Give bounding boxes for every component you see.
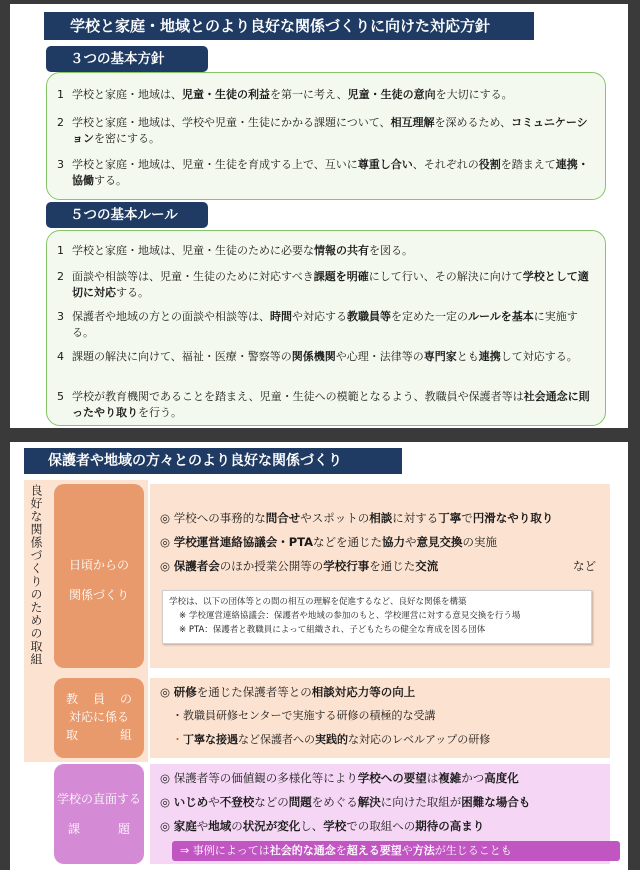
item-number: 3 xyxy=(57,158,64,171)
daily-bullet-1: ◎ 学校への事務的な問合せやスポットの相談に対する丁寧で円滑なやり取り xyxy=(160,511,554,525)
rule-item-2: 2 面談や相談等は、児童・生徒のために対応すべき課題を明確にして行い、その解決に向けて学校として適切に対応する。 xyxy=(57,270,589,299)
policy-panel xyxy=(10,4,628,428)
rule-item-5: 5 学校が教育機関であることを踏まえ、児童・生徒への模範となるよう、教職員や保護者等は社会通念に則ったやり取りを行う。 xyxy=(57,390,590,419)
daily-bullet-2: ◎ 学校運営連絡協議会・PTAなどを通じた協力や意見交換の実施 xyxy=(160,535,497,549)
vertical-label: 良好な関係づくりのための取組 xyxy=(24,480,48,762)
item-number: 1 xyxy=(57,244,64,257)
item-number: 2 xyxy=(57,116,64,129)
daily-relations-content xyxy=(150,484,610,668)
note-line: ※ 学校運営連絡協議会：保護者や地域の参加のもと、学校運営に対する意見交換を行う場 xyxy=(179,611,521,621)
school-issues-content xyxy=(150,764,610,864)
staff-response-content xyxy=(150,678,610,758)
note-line: ※ PTA：保護者と教職員によって組織され、子どもたちの健全な育成を図る団体 xyxy=(179,625,486,635)
staff-bullet: ◎ 研修を通じた保護者等との相談対応力等の向上 xyxy=(160,685,416,699)
staff-sub-2: ・丁寧な接遇など保護者への実践的な対応のレベルアップの研修 xyxy=(172,733,491,746)
rule-item-4: 4 課題の解決に向けて、福祉・医療・警察等の関係機関や心理・法律等の専門家とも連携して対応する。 xyxy=(57,350,578,363)
section-heading-policies: ３つの基本方針 xyxy=(46,46,208,72)
section-heading-rules: ５つの基本ルール xyxy=(46,202,208,228)
badge-staff-response: 教員の 対応に係る 取組 xyxy=(54,678,144,758)
issues-summary-bar: ⇒ 事例によっては社会的な通念を超える要望や方法が生じることも xyxy=(172,841,620,861)
rule-item-1: 1 学校と家庭・地域は、児童・生徒のために必要な情報の共有を図る。 xyxy=(57,244,413,257)
item-number: 3 xyxy=(57,310,64,323)
note-box xyxy=(162,590,592,644)
policy-item-3: 3 学校と家庭・地域は、児童・生徒を育成する上で、互いに尊重し合い、それぞれの役割を踏まえて連携・協働する。 xyxy=(57,158,589,187)
panel-title: 保護者や地域の方々とのより良好な関係づくり xyxy=(24,448,402,474)
etc-label: など xyxy=(573,559,596,573)
badge-school-issues: 学校の直面する 課題 xyxy=(54,764,144,864)
panel-title: 学校と家庭・地域とのより良好な関係づくりに向けた対応方針 xyxy=(44,12,534,40)
item-number: 5 xyxy=(57,390,64,403)
relations-panel xyxy=(10,442,628,870)
rules-box xyxy=(46,230,606,426)
badge-daily-relations: 日頃からの 関係づくり xyxy=(54,484,144,668)
daily-bullet-3: ◎ 保護者会のほか授業公開等の学校行事を通じた交流 xyxy=(160,559,439,573)
issue-bullet-2: ◎ いじめや不登校などの問題をめぐる解決に向けた取組が困難な場合も xyxy=(160,795,531,809)
policy-item-1: 1 学校と家庭・地域は、児童・生徒の利益を第一に考え、児童・生徒の意向を大切にする。 xyxy=(57,88,513,101)
policy-item-2: 2 学校と家庭・地域は、学校や児童・生徒にかかる課題について、相互理解を深めるため、コミュニケーションを密にする。 xyxy=(57,116,588,145)
issue-bullet-3: ◎ 家庭や地域の状況が変化し、学校での取組への期待の高まり xyxy=(160,819,485,833)
note-line: 学校は、以下の団体等との間の相互の理解を促進するなど、良好な関係を構築 xyxy=(169,597,467,607)
issue-bullet-1: ◎ 保護者等の価値観の多様化等により学校への要望は複雑かつ高度化 xyxy=(160,771,519,785)
item-number: 4 xyxy=(57,350,64,363)
item-number: 1 xyxy=(57,88,64,101)
policies-box xyxy=(46,72,606,200)
rule-item-3: 3 保護者や地域の方との面談や相談等は、時間や対応する教職員等を定めた一定のルールを基本に実施する。 xyxy=(57,310,578,339)
item-number: 2 xyxy=(57,270,64,283)
staff-sub-1: ・教職員研修センターで実施する研修の積極的な受講 xyxy=(172,709,436,722)
